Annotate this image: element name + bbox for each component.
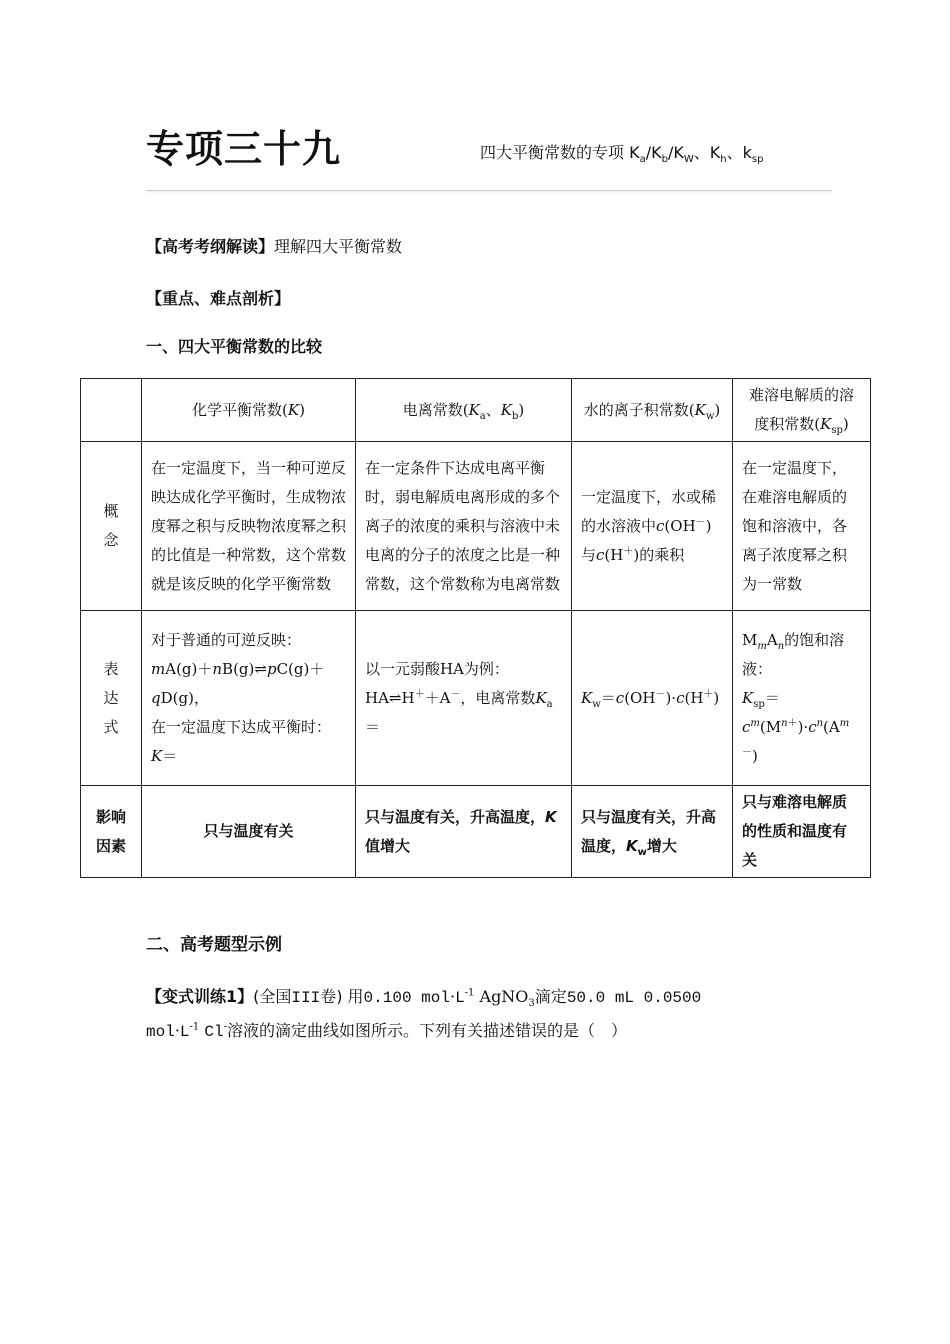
- cell-factor-equilibrium: 只与温度有关: [142, 786, 356, 878]
- cell-concept-ionization: 在一定条件下达成电离平衡时，弱电解质电离形成的多个离子的浓度的乘积与溶液中未电离的分子的浓度之比是一种常数，这个常数称为电离常数: [356, 442, 572, 611]
- cell-expr-ionization: 以一元弱酸HA为例： HA⇌H＋＋A－，电离常数$K_a=$: [356, 611, 572, 786]
- key-points-heading: 【重点、难点剖析】: [146, 289, 291, 308]
- table-header-ionization: 电离常数($K_a$、$K_b$): [356, 379, 572, 442]
- row-label-concept: 概 念: [81, 442, 142, 611]
- outline-text: 理解四大平衡常数: [274, 237, 403, 256]
- cell-concept-equilibrium: 在一定温度下，当一种可逆反映达成化学平衡时，生成物浓度幂之积与反映物浓度幂之积的比值是一种常数，这个常数就是该反映的化学平衡常数: [142, 442, 356, 611]
- cell-factor-ionization: 只与温度有关，升高温度，K值增大: [356, 786, 572, 878]
- row-label-expression: 表 达 式: [81, 611, 142, 786]
- header-divider: [146, 190, 832, 191]
- exercise-source: (全国III卷): [253, 987, 343, 1007]
- outline-line: [146, 234, 402, 257]
- cell-factor-ksp: 只与难溶电解质的性质和温度有关: [733, 786, 871, 878]
- cell-expr-ksp: $M_mA_n$的饱和溶液： $K_{sp}=$ $c^m(M^{n+})\cdot c^n(A^{m-})$: [733, 611, 871, 786]
- exercise-label: 【变式训练1】: [146, 987, 254, 1006]
- section2-heading: 二、高考题型示例: [146, 935, 282, 955]
- exercise-line-1: 【变式训练1】(全国III卷) 用0.100 $mol\cdot L^{-1}$ AgNO$_3$滴定50.0 mL 0.0500: [146, 987, 702, 1010]
- table-header-ksp: 难溶电解质的溶度积常数$(K_{sp})$: [733, 379, 871, 442]
- page-title: 专项三十九: [146, 127, 342, 171]
- exercise-line-2: $mol\cdot L^{-1}$ Cl-溶液的滴定曲线如图所示。下列有关描述错误的是（ ）: [146, 1021, 627, 1041]
- page-subtitle: 四大平衡常数的专项 $K_a/K_b/K_W$、$K_h$、$k_{sp}$: [480, 143, 764, 166]
- outline-label: 【高考考纲解读】: [146, 237, 275, 256]
- section1-heading: 一、四大平衡常数的比较: [146, 337, 323, 356]
- cell-expr-water: $K_w=c(OH^-)\cdot c(H^+)$: [572, 611, 733, 786]
- table-header-blank: [81, 379, 142, 442]
- cell-concept-water: 一定温度下，水或稀的水溶液中c(OH－)与c(H＋)的乘积: [572, 442, 733, 611]
- table-header-water: 水的离子积常数$(K_w)$: [572, 379, 733, 442]
- cell-expr-equilibrium: 对于普通的可逆反映： mA(g)＋nB(g)⇌pC(g)＋qD(g)， 在一定温度下达成平衡时： K＝: [142, 611, 356, 786]
- constants-comparison-table: [80, 378, 871, 878]
- cell-factor-water: 只与温度有关，升高温度，$K_w$增大: [572, 786, 733, 878]
- table-header-equilibrium: 化学平衡常数(K): [142, 379, 356, 442]
- cell-concept-ksp: 在一定温度下，在难溶电解质的饱和溶液中，各离子浓度幂之积为一常数: [733, 442, 871, 611]
- row-label-factor: 影响 因素: [81, 786, 142, 878]
